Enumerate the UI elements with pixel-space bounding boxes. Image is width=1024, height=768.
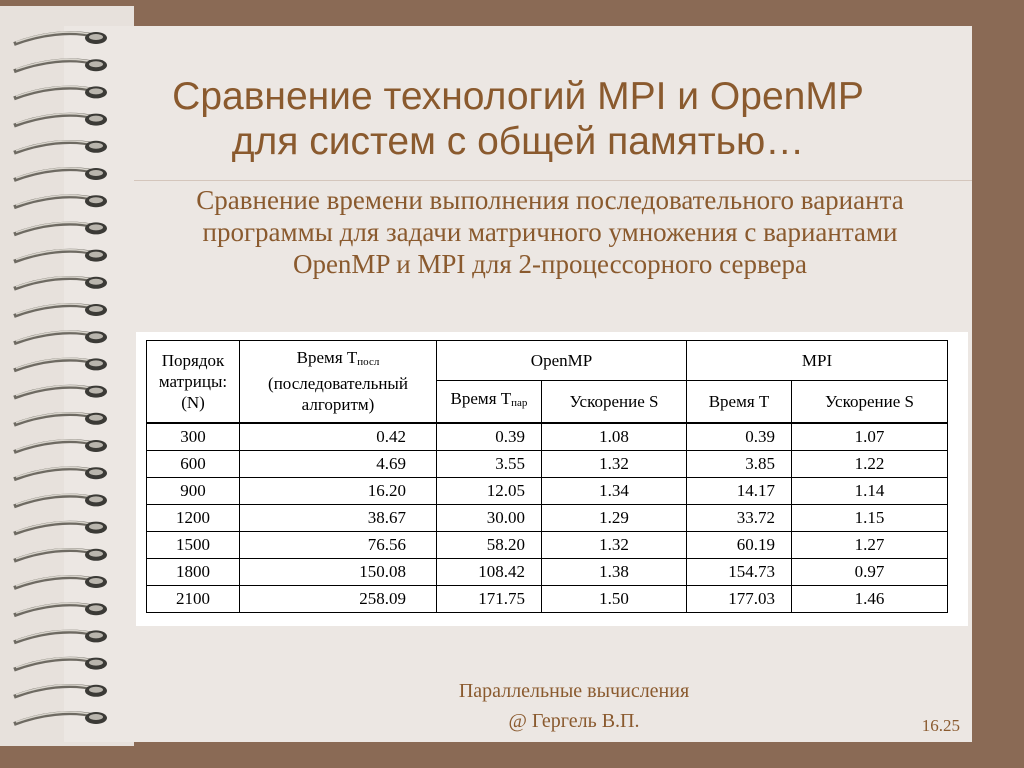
- binding-hole-highlight: [89, 632, 103, 638]
- cell-openmp-speedup: 1.32: [542, 450, 687, 477]
- header-openmp-speedup: Ускорение S: [542, 381, 687, 423]
- binding-hole-highlight: [89, 306, 103, 312]
- table-row: [147, 585, 948, 612]
- cell-mpi-time: 0.39: [687, 423, 792, 451]
- cell-mpi-time: 3.85: [687, 450, 792, 477]
- binding-hole-highlight: [89, 660, 103, 666]
- cell-order: 1200: [147, 504, 240, 531]
- slide-title: [64, 74, 972, 164]
- binding-hole-highlight: [89, 578, 103, 584]
- cell-mpi-speedup: 1.46: [792, 585, 948, 612]
- cell-order: 900: [147, 477, 240, 504]
- header-openmp-time: [437, 381, 542, 423]
- cell-mpi-speedup: 1.27: [792, 531, 948, 558]
- cell-order: 1500: [147, 531, 240, 558]
- binding-hole-highlight: [89, 61, 103, 67]
- title-line-2: для систем с общей памятью…: [231, 120, 805, 163]
- cell-openmp-speedup: 1.32: [542, 531, 687, 558]
- cell-openmp-time: 12.05: [437, 477, 542, 504]
- binding-hole-highlight: [89, 34, 103, 40]
- table-row: [147, 504, 948, 531]
- cell-seq-time: 258.09: [240, 585, 437, 612]
- binding-hole-highlight: [89, 224, 103, 230]
- binding-hole-highlight: [89, 170, 103, 176]
- cell-openmp-speedup: 1.38: [542, 558, 687, 585]
- binding-hole-highlight: [89, 714, 103, 720]
- header-seq-prefix: Время T: [296, 348, 358, 368]
- cell-seq-time: 16.20: [240, 477, 437, 504]
- cell-mpi-time: 14.17: [687, 477, 792, 504]
- cell-order: 600: [147, 450, 240, 477]
- binding-hole-highlight: [89, 524, 103, 530]
- cell-mpi-time: 154.73: [687, 558, 792, 585]
- header-order-label: Порядок матрицы: (N): [158, 350, 228, 412]
- binding-hole-highlight: [89, 360, 103, 366]
- table-row: [147, 423, 948, 451]
- table-row: [147, 477, 948, 504]
- table-row: [147, 531, 948, 558]
- cell-seq-time: 4.69: [240, 450, 437, 477]
- footer-course: Параллельные вычисления: [458, 680, 690, 702]
- cell-openmp-time: 0.39: [437, 423, 542, 451]
- cell-openmp-speedup: 1.50: [542, 585, 687, 612]
- binding-hole-highlight: [89, 687, 103, 693]
- cell-mpi-speedup: 0.97: [792, 558, 948, 585]
- cell-mpi-speedup: 1.15: [792, 504, 948, 531]
- cell-openmp-time: 58.20: [437, 531, 542, 558]
- header-order: [147, 341, 240, 423]
- results-table: [146, 340, 948, 613]
- footer-author: @ Гергель В.П.: [508, 710, 640, 732]
- title-line-1: Сравнение технологий MPI и OpenMP: [172, 75, 864, 118]
- cell-openmp-time: 108.42: [437, 558, 542, 585]
- cell-seq-time: 0.42: [240, 423, 437, 451]
- header-mpi: MPI: [687, 341, 948, 381]
- binding-hole-highlight: [89, 551, 103, 557]
- header-openmp: OpenMP: [437, 341, 687, 381]
- cell-openmp-speedup: 1.08: [542, 423, 687, 451]
- slide-subtitle: Сравнение времени выполнения последовательного варианта программы для задачи матричного умножения с вариантами OpenMP и MPI для 2-процессорного сервера: [196, 185, 904, 279]
- binding-hole-highlight: [89, 279, 103, 285]
- header-openmp-time-prefix: Время T: [450, 389, 512, 409]
- cell-order: 2100: [147, 585, 240, 612]
- binding-hole-highlight: [89, 605, 103, 611]
- cell-mpi-time: 33.72: [687, 504, 792, 531]
- cell-mpi-time: 60.19: [687, 531, 792, 558]
- slide-footer: [360, 676, 788, 736]
- binding-hole-highlight: [89, 469, 103, 475]
- binding-hole-highlight: [89, 496, 103, 502]
- cell-mpi-speedup: 1.14: [792, 477, 948, 504]
- cell-order: 1800: [147, 558, 240, 585]
- binding-hole-highlight: [89, 333, 103, 339]
- binding-hole-highlight: [89, 252, 103, 258]
- cell-seq-time: 76.56: [240, 531, 437, 558]
- binding-hole-highlight: [89, 388, 103, 394]
- header-mpi-time: Время T: [687, 381, 792, 423]
- cell-openmp-speedup: 1.34: [542, 477, 687, 504]
- table-row: [147, 558, 948, 585]
- page-number: 16.25: [921, 716, 960, 735]
- results-table-panel: [136, 332, 968, 626]
- table-row: [147, 450, 948, 477]
- cell-openmp-speedup: 1.29: [542, 504, 687, 531]
- cell-openmp-time: 171.75: [437, 585, 542, 612]
- cell-mpi-speedup: 1.07: [792, 423, 948, 451]
- cell-mpi-time: 177.03: [687, 585, 792, 612]
- cell-seq-time: 38.67: [240, 504, 437, 531]
- header-mpi-speedup: Ускорение S: [792, 381, 948, 423]
- header-seq-suffix: (последовательный алгоритм): [268, 374, 408, 415]
- header-seq-sub: посл: [357, 356, 380, 369]
- binding-hole-highlight: [89, 442, 103, 448]
- title-divider: [134, 180, 972, 181]
- cell-mpi-speedup: 1.22: [792, 450, 948, 477]
- cell-seq-time: 150.08: [240, 558, 437, 585]
- header-seq: [240, 341, 437, 423]
- binding-hole-highlight: [89, 197, 103, 203]
- binding-hole-highlight: [89, 415, 103, 421]
- cell-order: 300: [147, 423, 240, 451]
- header-openmp-time-sub: пар: [511, 397, 528, 410]
- cell-openmp-time: 30.00: [437, 504, 542, 531]
- cell-openmp-time: 3.55: [437, 450, 542, 477]
